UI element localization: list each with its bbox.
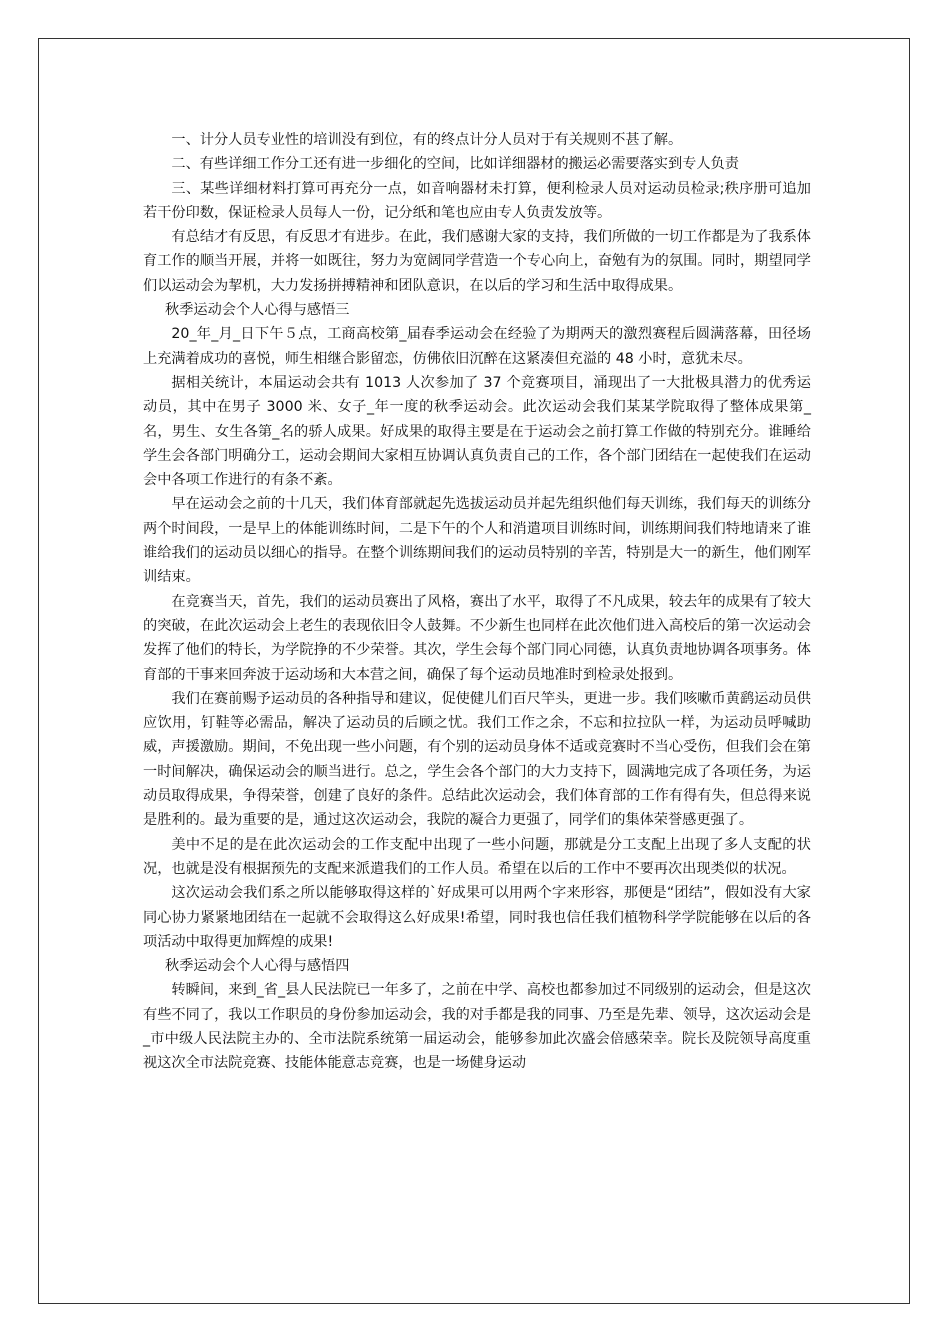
paragraph-issue-3: 三、某些详细材料打算可再充分一点，如音响器材未打算，便利检录人员对运动员检录;秩序册可追加若干份印数，保证检录人员每人一份，记分纸和笔也应由专人负责发放等。: [143, 180, 811, 221]
paragraph-shortcomings: 美中不足的是在此次运动会的工作支配中出现了一些小问题，那就是分工支配上出现了多人支配的状况，也就是没有根据预先的支配来派遣我们的工作人员。希望在以后的工作中不要再次出现类似的状况。: [143, 836, 811, 877]
paragraph-issue-1: 一、计分人员专业性的培训没有到位，有的终点计分人员对于有关规则不甚了解。: [171, 132, 683, 148]
section-heading-three: 秋季运动会个人心得与感悟三: [165, 302, 350, 319]
paragraph-statistics: 据相关统计，本届运动会共有 1013 人次参加了 37 个竞赛项目，涌现出了一大批极具潜力的优秀运动员，其中在男子 3000 米、女子_年一度的秋季运动会。此次运动会我们某某学院取得了整体成果第_名，男生、女生各第_名的骄人成果。好成果的取得主要是在于运动会之前打算工作做的特别充分。谁睡给学生会各部门明确分工，运动会期间大家相互协调认真负责自己的工作，各个部门团结在一起使我们在运动会中各项工作进行的有条不紊。: [143, 374, 811, 489]
paragraph-intro: 20_年_月_日下午５点，工商高校第_届春季运动会在经验了为期两天的激烈赛程后圆满落幕，田径场上充满着成功的喜悦，师生相继合影留恋，仿佛依旧沉醉在这紧凑但充溢的 48 小时，意犹未尽。: [143, 326, 811, 367]
paragraph-issue-2: 二、有些详细工作分工还有进一步细化的空间，比如详细器材的搬运必需要落实到专人负责: [171, 156, 739, 173]
paragraph-training: 早在运动会之前的十几天，我们体育部就起先选拔运动员并起先组织他们每天训练，我们每天的训练分两个时间段，一是早上的体能训练时间，二是下午的个人和消遣项目训练时间，训练期间我们特地请来了谁谁给我们的运动员以细心的指导。在整个训练期间我们的运动员特别的辛苦，特别是大一的新生，他们刚军训结束。: [143, 496, 811, 586]
paragraph-court-games: 转瞬间，来到_省_县人民法院已一年多了，之前在中学、高校也都参加过不同级别的运动会，但是这次有些不同了，我以工作职员的身份参加运动会，我的对手都是我的同事、乃至是先辈、领导，这次运动会是_市中级人民法院主办的、全市法院系统第一届运动会，能够参加此次盛会倍感荣幸。院长及院领导高度重视这次全市法院竞赛、技能体能意志竞赛，也是一场健身运动: [143, 982, 811, 1072]
paragraph-unity: 这次运动会我们系之所以能够取得这样的`好成果可以用两个字来形容，那便是“团结”，假如没有大家同心协力紧紧地团结在一起就不会取得这么好成果!希望，同时我也信任我们植物科学学院能够在以后的各项活动中取得更加辉煌的成果!: [143, 885, 811, 950]
paragraph-reflection: 有总结才有反思，有反思才有进步。在此，我们感谢大家的支持，我们所做的一切工作都是为了我系体育工作的顺当开展，并将一如既往，努力为宽阔同学营造一个专心向上，奋勉有为的氛围。同时，期望同学们以运动会为挈机，大力发扬拼搏精神和团队意识，在以后的学习和生活中取得成果。: [143, 229, 811, 294]
document-body: [143, 128, 811, 1076]
section-heading-four: 秋季运动会个人心得与感悟四: [165, 958, 350, 975]
paragraph-support: 我们在赛前赐予运动员的各种指导和建议，促使健儿们百尺竿头，更进一步。我们咳嗽币黄鹞运动员供应饮用，钉鞋等必需品，解决了运动员的后顾之忧。我们工作之余，不忘和拉拉队一样，为运动员呼喊助威，声援激励。期间，不免出现一些小问题，有个别的运动员身体不适或竞赛时不当心受伤，但我们会在第一时间解决，确保运动会的顺当进行。总之，学生会各个部门的大力支持下，圆满地完成了各项任务，为运动员取得成果，争得荣誉，创建了良好的条件。总结此次运动会，我们体育部的工作有得有失，但总得来说是胜利的。最为重要的是，通过这次运动会，我院的凝合力更强了，同学们的集体荣誉感更强了。: [143, 690, 811, 829]
paragraph-competition-day: 在竞赛当天，首先，我们的运动员赛出了风格，赛出了水平，取得了不凡成果，较去年的成果有了较大的突破，在此次运动会上老生的表现依旧令人鼓舞。不少新生也同样在此次他们进入高校后的第一次运动会发挥了他们的特长，为学院挣的不少荣誉。其次，学生会每个部门同心同德，认真负责地协调各项事务。体育部的干事来回奔波于运动场和大本营之间，确保了每个运动员地准时到检录处报到。: [143, 593, 811, 683]
